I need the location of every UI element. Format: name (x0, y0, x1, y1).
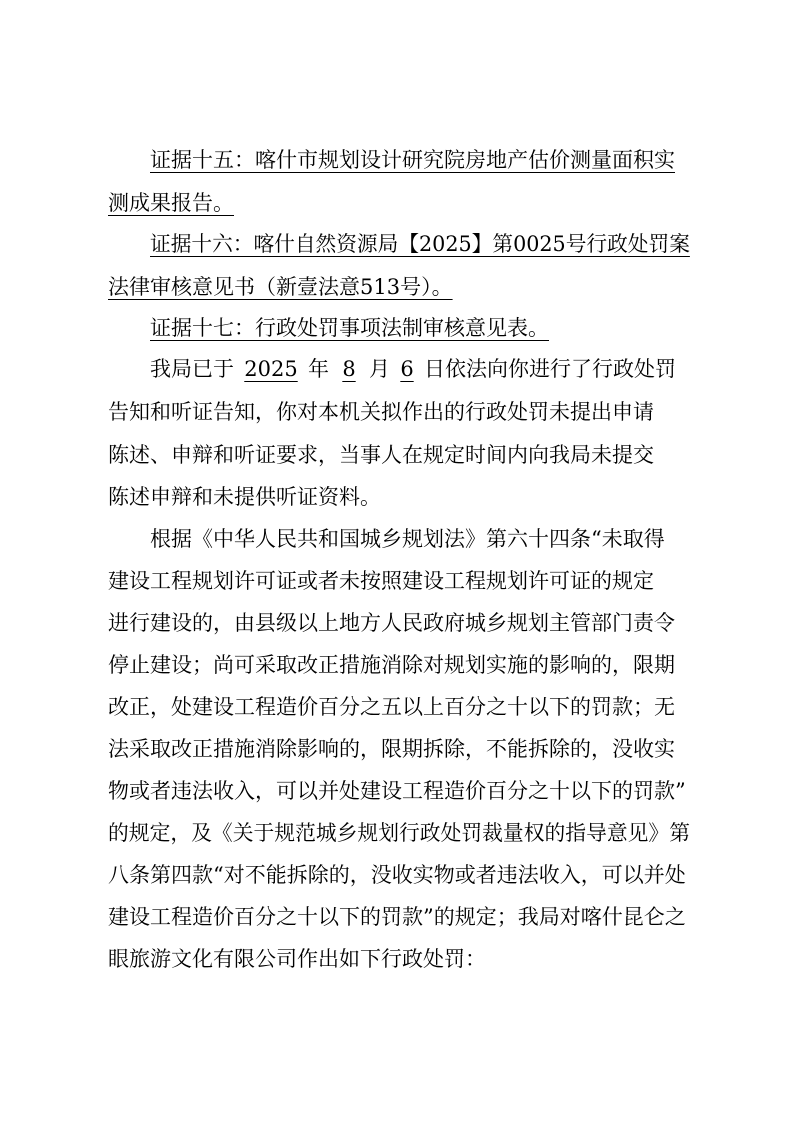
notice-line-3: 陈述、申辩和听证要求，当事人在规定时间内向我局未提交 (108, 443, 654, 467)
notice-day: 6 (400, 357, 414, 381)
notice-line-1-suffix: 日依法向你进行了行政处罚 (424, 357, 676, 381)
notice-line-4: 陈述申辩和未提供听证资料。 (108, 485, 381, 509)
notice-year-unit: 年 (308, 357, 329, 381)
basis-line-5: 改正，处建设工程造价百分之五以上百分之十以下的罚款；无 (108, 695, 675, 719)
basis-line-8: 的规定，及《关于规范城乡规划行政处罚裁量权的指导意见》第 (108, 821, 691, 845)
basis-line-1: 根据《中华人民共和国城乡规划法》第六十四条“未取得 (150, 527, 665, 551)
notice-line-1 (150, 354, 676, 384)
notice-month-unit: 月 (369, 357, 390, 381)
basis-line-3: 进行建设的，由县级以上地方人民政府城乡规划主管部门责令 (108, 611, 675, 635)
notice-prefix: 我局已于 (150, 357, 234, 381)
evidence-15-line-2: 测成果报告。 (108, 191, 234, 215)
evidence-17: 证据十七：行政处罚事项法制审核意见表。 (150, 316, 549, 340)
basis-line-2: 建设工程规划许可证或者未按照建设工程规划许可证的规定 (108, 569, 654, 593)
evidence-16-line-2: 法律审核意见书（新壹法意513号）。 (108, 275, 453, 299)
evidence-16-line-1: 证据十六：喀什自然资源局【2025】第0025号行政处罚案 (150, 232, 690, 256)
basis-line-6: 法采取改正措施消除影响的，限期拆除，不能拆除的，没收实 (108, 737, 675, 761)
basis-line-7: 物或者违法收入，可以并处建设工程造价百分之十以下的罚款” (108, 779, 686, 803)
basis-line-11: 眼旅游文化有限公司作出如下行政处罚： (108, 947, 486, 971)
basis-line-4: 停止建设；尚可采取改正措施消除对规划实施的影响的，限期 (108, 653, 675, 677)
notice-year: 2025 (244, 357, 298, 381)
evidence-15-line-1: 证据十五：喀什市规划设计研究院房地产估价测量面积实 (150, 148, 675, 172)
notice-line-2: 告知和听证告知，你对本机关拟作出的行政处罚未提出申请 (108, 400, 654, 424)
basis-line-10: 建设工程造价百分之十以下的罚款”的规定；我局对喀什昆仑之 (108, 905, 686, 929)
basis-line-9: 八条第四款“对不能拆除的，没收实物或者违法收入，可以并处 (108, 863, 686, 887)
notice-month: 8 (342, 357, 356, 381)
